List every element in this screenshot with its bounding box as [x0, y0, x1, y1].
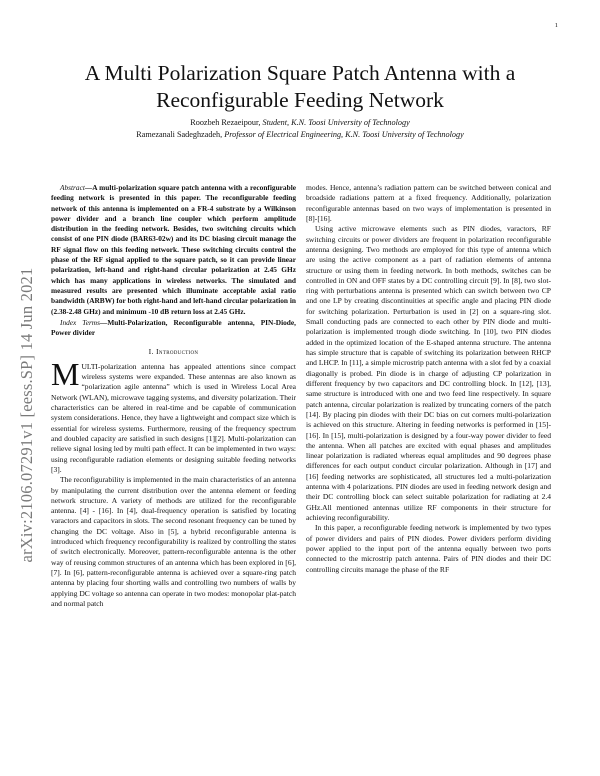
paragraph-text: ULTI-polarization antenna has appealed attentions since compact wireless systems were expanded. These antennas are also known as “polarization agile antenna” which is used in Wireless Local Area Network (WLAN), microwave tagging systems, and diversity polarization. Their characteristics can be altered in real-time and be capable of communication system considerations. Hence, they have a lightweight and compact size which is essential for wireless systems. Furthermore, reusing of the frequency spectrum and doubled capacity are satisfied in such designs [1][2]. Multi-polarization can relieve signal losing led by multi path effect. It can be implemented in two ways: using reconfigurable radiation elements or designing suitable feeding networks [3].: [51, 361, 296, 474]
right-column: [306, 183, 551, 575]
section-heading: I. Introduction: [148, 347, 199, 357]
author-line: [40, 129, 560, 141]
author-name: Ramezanali Sadeghzadeh,: [136, 129, 223, 139]
body-paragraph: Using active microwave elements such as PIN diodes, varactors, RF switching circuits or power dividers are frequent in polarization reconfigurable antenna designing. Two methods are employed for this type of antenna which are using the active component as a part of radiation elements of antenna structure or using them in feeding network. In both methods, switches can be controlled in ON and OFF states by a DC controlling circuit [9]. In [8], two slot-ring with perturbations antenna is presented which can switch between two CP and one LP by creating discontinuities at specific angle and placing PIN diode for switching polarization. Perturbation is used in [2] on a square-ring slot. Small conducting pads are connected to each other by PIN diode and multi-polarization is implemented trough diode switching. In [10], two PIN diodes added in the optimized location of the E-shaped antenna structure. The antenna has simple structure that is capable of switching its polarization between RHCP and LHCP. In [11], a simple microstrip patch antenna with a slot fed by a coaxial diagonally is probed. Pin diode is in charge of adjusting CP polarization in different frequency by two capacitors and DC controlling block. In [12], [13], same structure is introduced with one and two feed line respectively. In square patch antenna, circular polarization is realized by truncating corners of the patch [14]. By placing pin diodes with their DC bias on cut corners multi-polarization is achieved on this structure. Altering in feeding networks is performed in [15]-[16]. In [15], multi-polarization is designed by a four-way power divider to feed the antenna. When all patches are excited with equal phases and amplitudes linear polarization is radiated whereas equal amplitudes and 90 degrees phase differences for each output conduct circular polarization. Although in [17] and [16] feeding networks are sophisticated, all structures led a multi-polarization antenna with 4 polarizations. PIN diodes are used in feeding network design and their DC controlling block can select suitable polarization for radiating at 2.4 GHz.All mentioned antennas utilize RF components in their structure for achieving reconfigurability.: [306, 224, 551, 522]
abstract: [51, 183, 296, 317]
arxiv-identifier: arXiv:2106.07291v1 [eess.SP] 14 Jun 2021: [17, 267, 36, 563]
intro-paragraph: [51, 355, 296, 475]
page-number: 1: [554, 22, 558, 29]
author-affiliation: Professor of Electrical Engineering, K.N. Toosi University of Technology: [224, 129, 464, 139]
author-block: [40, 117, 560, 140]
paper-title: A Multi Polarization Square Patch Antenna with a Reconfigurable Feeding Network: [84, 61, 516, 112]
drop-cap: M: [51, 355, 80, 392]
body-paragraph: In this paper, a reconfigurable feeding network is implemented by two types of power dividers and pairs of PIN diodes. Power dividers perform dividing power applied to the input port of the antenna equally between two ports connected to the microstrip patch antenna. Pairs of PIN diodes and their DC controlling circuits manage the phase of the RF: [306, 523, 551, 574]
author-name: Roozbeh Rezaeipour,: [190, 118, 261, 127]
index-terms-label: Index Terms: [60, 317, 100, 327]
index-terms-text: —Multi-Polarization, Reconfigurable antenna, PIN-Diode, Power divider: [51, 317, 296, 338]
abstract-label: Abstract: [60, 183, 85, 192]
author-affiliation: Student, K.N. Toosi University of Technology: [262, 118, 410, 127]
body-paragraph: The reconfigurability is implemented in the main characteristics of an antenna by manipulating the current distribution over the antenna element or feeding network structure. A variety of methods are utilized for the reconfigurable antenna. [4] - [16]. In [4], dual-frequency operation is satisfied by locating varactors and capacitors in slots. The second resonant frequency can be tuned by changing the DC voltage. Also in [5], a hybrid reconfigurable antenna is introduced which frequency reconfigurability is realized by controlling the states of switch electronically. Moreover, pattern-reconfigurable antenna is the other way of reusing common structures of an antenna which has been explored in [6], [7]. In [6], pattern-reconfigurable antenna is achieved over a square-ring patch antenna by placing four shorting walls and controlling two numbers of walls by applying DC voltage so antenna can operate in two modes: monopolar plat-patch and normal patch: [51, 475, 296, 608]
index-terms: [51, 318, 296, 339]
arxiv-sidebar: [12, 250, 42, 580]
left-column: [51, 183, 296, 609]
author-line: [40, 117, 560, 129]
abstract-text: —A multi-polarization square patch antenna with a reconfigurable feeding network is presented in this paper. The reconfigurable feeding network of this antenna is implemented on a FR-4 substrate by a Wilkinson power divider and a branch line coupler which perform amplitude distribution in the feeding network. Besides, two switching circuits which consist of one PIN diode (BAR63-02w) and its DC biasing circuit manage the RF signal flow on this feeding network. These switching circuits control the phase of the RF signal applied to the square patch, so it can provide linear polarization, left-hand and right-hand circular polarization at 2.45 GHz which has many applications in wireless networks. The simulated and measured results are presented which illuminate acceptable axial ratio bandwidth (ARBW) for both right-hand and left-hand circular polarization in (2.38-2.48 GHz) and minimum -10 dB return loss at 2.45 GHz.: [51, 183, 296, 316]
body-paragraph: modes. Hence, antenna’s radiation pattern can be switched between conical and broadside radiations pattern at a fixed frequency. Additionally, polarization reconfigurable antennas based on two ways of implementation is presented in [8]-[16].: [306, 183, 551, 223]
